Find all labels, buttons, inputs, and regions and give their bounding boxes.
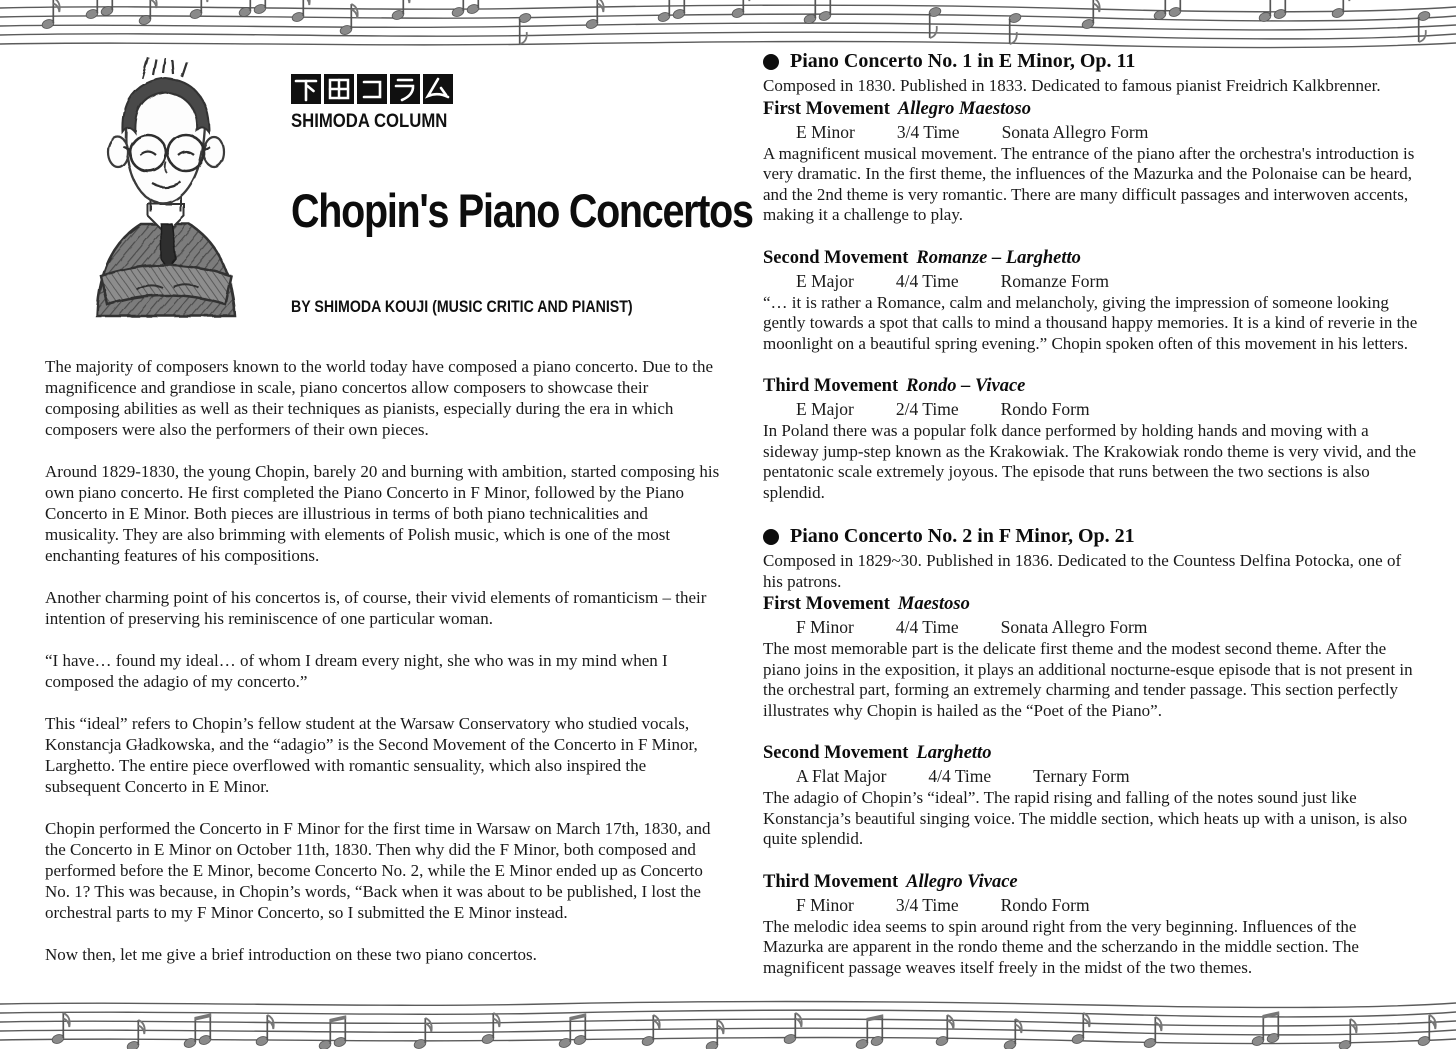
logo-subtitle: SHIMODA COLUMN [291,111,448,132]
intro-paragraph: Now then, let me give a brief introduction on these two piano concertos. [45,945,537,964]
right-column [763,50,1418,980]
movement-time: 3/4 Time [895,894,959,915]
movement-title: Romanze – Larghetto [916,247,1081,268]
movement-time: 4/4 Time [895,617,959,637]
intro-paragraph: The majority of composers known to the world today have composed a piano concerto. Due to the magnificence and grandiose in scale, piano concertos allow composers to showcase their composing abilities as well as their techniques as pianists, especially during the era in which composers were also the performers of their own pieces. [45,357,714,439]
hair-spikes [142,57,187,78]
movement-title: Larghetto [916,743,992,763]
bottom-music-staff [0,999,1456,1049]
movement-heading [763,376,1418,397]
movement-description: “… it is rather a Romance, calm and melancholy, giving the impression of someone looking gently towards a spot that calls to mind a thousand happy memories. It is a kind of reverie in the moonlight on a beautiful spring evening.” Chopin spoken often of this movement in his letters. [763,292,1418,353]
movement-label: Third Movement [763,376,899,396]
movement-form: Rondo Form [1000,894,1090,915]
byline: BY SHIMODA KOUJI (MUSIC CRITIC AND PIANIST) [291,298,633,316]
movement-title: Rondo – Vivace [906,376,1026,396]
shimoda-logo [291,74,841,104]
movement-title: Allegro Maestoso [897,98,1031,119]
movement-time: 4/4 Time [895,270,959,291]
movement [763,248,1418,355]
movement [763,743,1418,850]
logo-kanji-ta [324,74,354,104]
movement-keyline [763,271,1418,292]
movement-heading [763,594,1418,615]
logo-kana-ra [390,74,420,104]
movement [763,594,1418,721]
movement [763,376,1418,503]
intro-paragraph: Chopin performed the Concerto in F Minor for the first time in Warsaw on March 17th, 1830, and the Concerto in E Minor on October 11th, 1830. Then why did the F Minor, both composed and performed before the E Minor, become Concerto No. 2, while the E Minor ended up as Concerto No. 1? This was because, in Chopin’s words, “Back when it was about to be published, I lost the orchestral parts to my F Minor Concerto, so I submitted the E Minor instead. [45,819,711,922]
concerto-heading [763,525,1418,548]
concerto-heading-text: Piano Concerto No. 2 in F Minor, Op. 21 [790,525,1135,547]
movement-description: In Poland there was a popular folk dance performed by holding hands and moving with a sideway jump-step known as the Krakowiak. The Krakowiak rondo theme is very vivid, and the pentatonic scale extremely joyous. The episode that runs between the two sections is also splendid. [763,421,1417,502]
logo-kanji-shita [291,74,321,104]
movement-heading [763,99,1418,120]
bullet-icon [763,529,779,545]
movement-description: The most memorable part is the delicate first theme and the modest second theme. After the piano joins in the exposition, it plays an additional nocturne-esque episode that is not present in the orchestral part, forming an extremely charming and tender passage. This section perfectly illustrates why Chopin is hailed as the “Poet of the Piano”. [763,639,1413,720]
music-note-icons [41,0,1431,44]
intro-paragraph: “I have… found my ideal… of whom I dream every night, she who was in my mind when I composed the adagio of my concerto.” [45,651,668,691]
movement-keyline [763,895,1418,916]
left-column [45,54,753,986]
movement-heading [763,248,1418,269]
movement-key: E Minor [796,121,855,142]
movement-keyline [763,399,1418,420]
movement [763,99,1418,226]
movement-keyline [763,766,1418,787]
movement-heading [763,872,1418,893]
movement-label: First Movement [763,98,890,119]
movement-key: E Major [796,270,854,291]
concerto-subheading: Composed in 1829~30. Published in 1836. Dedicated to the Countess Delfina Potocka, one of his patrons. [763,551,1402,591]
movement-description: The adagio of Chopin’s “ideal”. The rapid rising and falling of the notes sound just like Konstancja’s beautiful singing voice. The middle section, which heats up with a unison, is also quite splendid. [763,788,1408,848]
intro-paragraph: Around 1829-1830, the young Chopin, barely 20 and burning with ambition, started composing his own piano concerto. He first completed the Piano Concerto in F Minor, followed by the Piano Concerto in E Minor. Both pieces are illustrious in terms of both piano technicalities and musicality. They are also brimming with elements of Polish music, which is one of the most enchanting features of his compositions. [45,462,720,565]
movement-key: F Minor [796,894,854,915]
author-portrait [45,54,285,329]
movement-form: Sonata Allegro Form [1000,617,1148,637]
movement-label: Second Movement [763,743,909,763]
column-header [45,54,753,356]
movement-form: Rondo Form [1000,399,1090,419]
concerto-subheading: Composed in 1830. Published in 1833. Dedicated to famous pianist Freidrich Kalkbrenner. [763,76,1381,95]
intro-text [45,356,721,965]
page-title: Chopin's Piano Concertos [291,184,753,237]
movement-time: 2/4 Time [895,399,959,419]
movement-keyline [763,617,1418,638]
intro-paragraph: Another charming point of his concertos is, of course, their vivid elements of romanticism – their intention of preserving his reminiscence of one particular woman. [45,588,707,628]
concerto-heading-text: Piano Concerto No. 1 in E Minor, Op. 11 [790,50,1136,72]
logo-kana-ko [357,74,387,104]
movement-title: Maestoso [897,594,970,614]
top-music-staff [0,0,1456,50]
movement-key: F Minor [796,617,854,637]
movement-time: 3/4 Time [896,121,960,142]
concerto-section-1 [763,50,1418,503]
concerto-heading [763,50,1418,73]
movement [763,872,1418,979]
concerto-section-2 [763,525,1418,978]
bullet-icon [763,54,779,70]
movement-heading [763,743,1418,764]
movement-keyline [763,122,1418,143]
logo-kana-mu [423,74,453,104]
movement-label: Second Movement [763,247,909,268]
movement-label: Third Movement [763,871,899,892]
movement-description: The melodic idea seems to spin around right from the very beginning. Influences of the Mazurka are apparent in the rondo theme and the scherzando in the middle section. The magnificent passage weaves itself freely in the midst of the two themes. [763,916,1359,977]
movement-key: E Major [796,399,854,419]
movement-title: Allegro Vivace [906,871,1018,892]
movement-time: 4/4 Time [928,766,992,786]
movement-form: Romanze Form [1000,270,1109,291]
movement-form: Sonata Allegro Form [1001,121,1149,142]
movement-label: First Movement [763,594,890,614]
movement-key: A Flat Major [796,766,887,786]
intro-paragraph: This “ideal” refers to Chopin’s fellow student at the Warsaw Conservatory who studied vocals, Konstancja Gładkowska, and the “adagio” is the Second Movement of the Concerto in F Minor, Larghetto. The entire piece overflowed with romantic sensuality, which also inspired the subsequent Concerto in E Minor. [45,714,698,796]
header-text-block [285,54,841,356]
movement-form: Ternary Form [1033,766,1130,786]
movement-description: A magnificent musical movement. The entrance of the piano after the orchestra's introduction is very dramatic. In the first theme, the influences of the Mazurka and the Polonaise can be heard, and the 2nd theme is very romantic. There are many difficult passages and interwoven accents, making it a challenge to play. [763,143,1415,224]
